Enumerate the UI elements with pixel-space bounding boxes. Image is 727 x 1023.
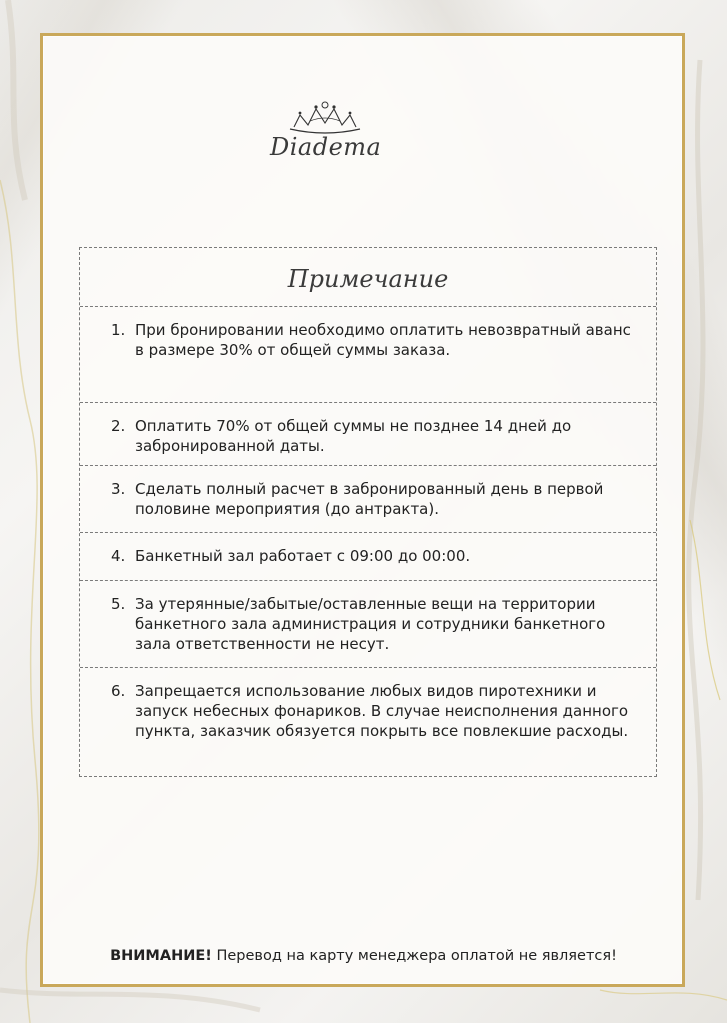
list-item <box>80 466 656 533</box>
item-text: Запрещается использование любых видов пиротехники и запуск небесных фонариков. В случае неисполнения данного пункта, заказчик обязуется покрыть все повлекшие расходы. <box>135 682 629 740</box>
item-number: 3. <box>111 480 126 498</box>
item-text: Оплатить 70% от общей суммы не позднее 14 дней до забронированной даты. <box>135 417 572 455</box>
list-item <box>80 581 656 668</box>
item-text: Сделать полный расчет в забронированный день в первой половине мероприятия (до антракта). <box>135 480 604 518</box>
item-number: 4. <box>111 547 126 565</box>
warning-label: ВНИМАНИЕ! <box>110 948 212 964</box>
list-item <box>80 668 656 776</box>
list-item <box>80 307 656 403</box>
item-number: 5. <box>111 595 126 613</box>
list-item <box>80 403 656 466</box>
item-text: За утерянные/забытые/оставленные вещи на территории банкетного зала администрация и сотрудники банкетного зала ответственности не несут. <box>135 595 606 653</box>
warning-line <box>0 948 727 964</box>
list-item <box>80 533 656 581</box>
logo-text: Diadema <box>270 133 382 161</box>
item-number: 6. <box>111 682 126 700</box>
item-text: Банкетный зал работает с 09:00 до 00:00. <box>135 547 471 565</box>
crown-icon <box>270 97 380 137</box>
notes-box <box>79 247 657 777</box>
logo <box>270 97 380 197</box>
warning-text: Перевод на карту менеджера оплатой не является! <box>211 948 617 964</box>
item-text: При бронировании необходимо оплатить невозвратный аванс в размере 30% от общей суммы заказа. <box>135 321 631 359</box>
item-number: 2. <box>111 417 126 435</box>
item-number: 1. <box>111 321 126 339</box>
notes-title: Примечание <box>80 248 656 307</box>
